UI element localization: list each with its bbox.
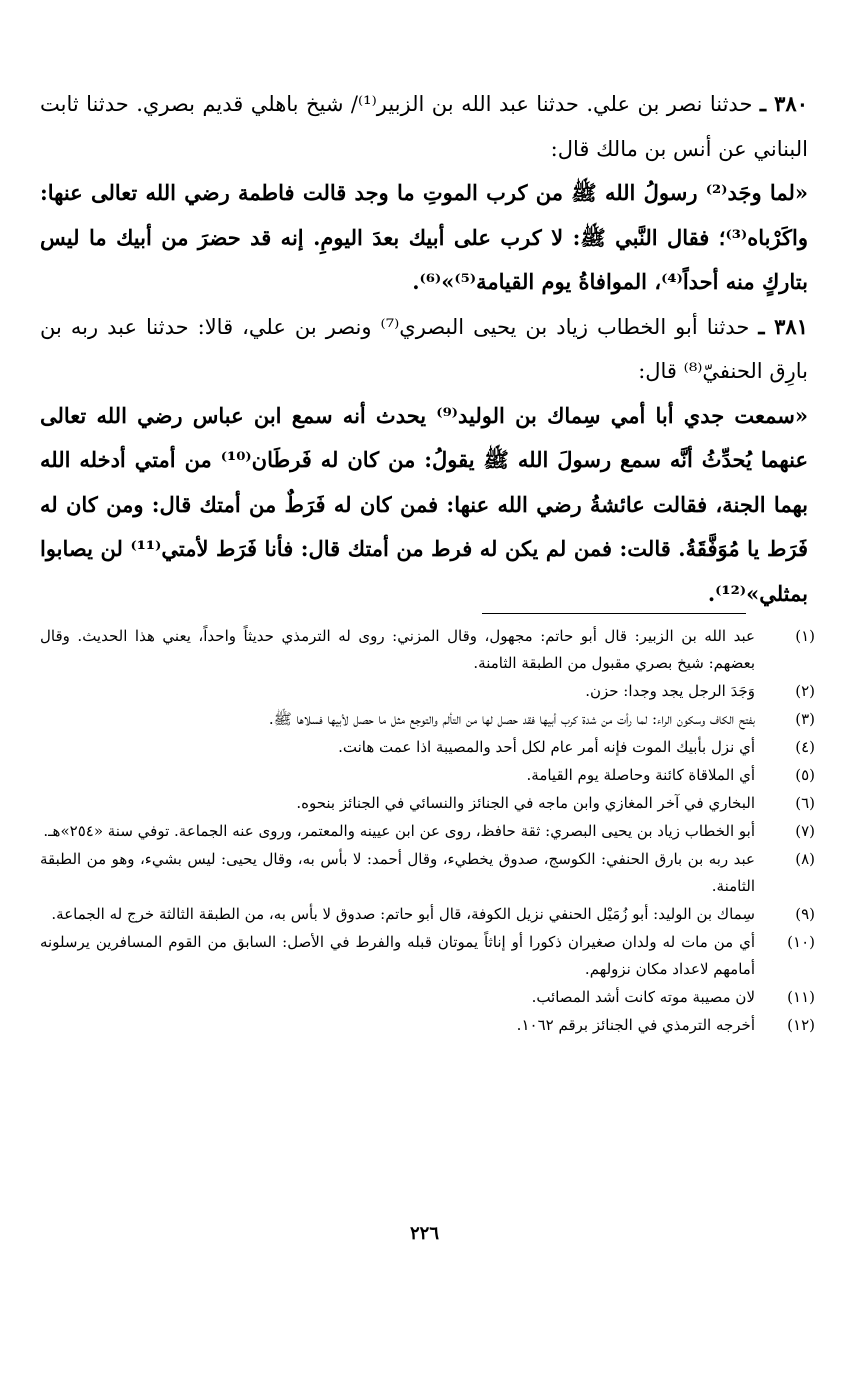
footnote-number: (٧) (795, 822, 815, 840)
hadith-381-isnad (40, 305, 808, 394)
footnote-text: البخاري في آخر المغازي وابن ماجه في الجنائز والنسائي في الجنائز بنحوه. (296, 794, 755, 812)
footnote-text: عبد ربه بن بارق الحنفي: الكوسج، صدوق يخطيء، وقال أحمد: لا بأس به، وقال يحيى: ليس بشيء، وهو من الطبقة الثامنة. (40, 850, 755, 895)
footnote-text: أخرجه الترمذي في الجنائز برقم ١٠٦٢. (516, 1016, 755, 1034)
footnote-text: بفتح الكاف وسكون الراء: لما رأت من شدة كرب أبيها فقد حصل لها من التألم والتوجع مثل ما حصل لأبيها فسلاها ﷺ. (268, 710, 755, 728)
footnote (40, 929, 815, 983)
footnote-text: أي الملاقاة كائنة وحاصلة يوم القيامة. (526, 766, 755, 784)
footnote-text: أي من مات له ولدان صغيران ذكورا أو إناثاً يموتان قبله والفرط في الأصل: السابق من القوم المسافرين يرسلونه أمامهم لاعداد مكان نزولهم. (40, 933, 755, 978)
footnote (40, 1012, 815, 1039)
footnote (40, 623, 815, 677)
page-number: ٢٢٦ (409, 1223, 439, 1244)
footnote (40, 818, 815, 845)
footnote-number: (٦) (795, 794, 815, 812)
footnote (40, 984, 815, 1011)
footnote-number: (٩) (795, 905, 815, 923)
footnote-number: (١) (795, 627, 815, 645)
hadith-body (40, 82, 808, 616)
footnote-number: (٣) (795, 710, 815, 728)
footnote-number: (٢) (795, 682, 815, 700)
footnote (40, 734, 815, 761)
footnote-number: (١٢) (787, 1016, 815, 1034)
footnote-text: عبد الله بن الزبير: قال أبو حاتم: مجهول، وقال المزني: روى له الترمذي حديثاً واحداً، يعني هذا الحديث. وقال بعضهم: شيخ بصري مقبول من الطبقة الثامنة. (40, 627, 755, 672)
footnote-number: (٤) (795, 738, 815, 756)
footnote (40, 706, 815, 733)
footnote (40, 790, 815, 817)
footnote-text: أي نزل بأبيك الموت فإنه أمر عام لكل أحد والمصيبة اذا عمت هانت. (338, 738, 755, 756)
footnotes (40, 623, 815, 1040)
footnote-number: (١١) (787, 988, 815, 1006)
hadith-381-chain: حدثنا أبو الخطاب زياد بن يحيى البصري⁽⁷⁾ ونصر بن علي، قالا: حدثنا عبد ربه بن بارِق الحنفيّ⁽⁸⁾ قال: (40, 314, 808, 383)
footnote-text: سِماك بن الوليد: أبو زُمَيْل الحنفي نزيل الكوفة، قال أبو حاتم: صدوق لا بأس به، من الطبقة الثالثة خرج له الجماعة. (51, 905, 755, 923)
footnote (40, 678, 815, 705)
footnote (40, 762, 815, 789)
footnote (40, 901, 815, 928)
hadith-380-isnad (40, 82, 808, 171)
footnote-number: (٥) (795, 766, 815, 784)
hadith-380-text: «لما وجَد⁽²⁾ رسولُ الله ﷺ من كرب الموتِ ما وجد قالت فاطمة رضي الله تعالى عنها: واكَرْباه⁽³⁾؛ فقال النَّبي ﷺ: لا كرب على أبيك بعدَ اليومِ. إنه قد حضرَ من أبيك ما ليس بتاركٍ منه أحداً⁽⁴⁾، الموافاةُ يوم القيامة⁽⁵⁾»⁽⁶⁾. (40, 180, 808, 294)
footnote (40, 846, 815, 900)
hadith-380-chain: حدثنا نصر بن علي. حدثنا عبد الله بن الزبير⁽¹⁾/ شيخ باهلي قديم بصري. حدثنا ثابت البناني عن أنس بن مالك قال: (40, 92, 808, 161)
footnote-separator (482, 613, 746, 614)
hadith-number-381: ٣٨١ ـ (758, 313, 808, 339)
footnote-number: (١٠) (787, 933, 815, 951)
footnote-text: لان مصيبة موته كانت أشد المصائب. (531, 988, 755, 1006)
hadith-number-380: ٣٨٠ ـ (759, 91, 808, 116)
footnote-text: وَجَدَ الرجل يجد وجدا: حزن. (585, 682, 755, 700)
footnote-number: (٨) (795, 850, 815, 868)
hadith-381-text: «سمعت جدي أبا أمي سِماك بن الوليد⁽⁹⁾ يحدث أنه سمع ابن عباس رضي الله تعالى عنهما يُحدِّثُ أنَّه سمع رسولَ الله ﷺ يقولُ: من كان له فَرطَان⁽¹⁰⁾ من أمتي أدخله الله بهما الجنة، فقالت عائشةُ رضي الله عنها: فمن كان له فَرَطٌ من أمتك قال: ومن كان له فَرَط يا مُوَفَّقَةُ. قالت: فمن لم يكن له فرط من أمتك قال: فأنا فَرَط لأمتي⁽¹¹⁾ لن يصابوا بمثلي»⁽¹²⁾. (40, 402, 808, 606)
footnote-text: أبو الخطاب زياد بن يحيى البصري: ثقة حافظ، روى عن ابن عيينه والمعتمر، وروى عنه الجماعة. توفي سنة «٢٥٤»هـ. (43, 822, 755, 840)
